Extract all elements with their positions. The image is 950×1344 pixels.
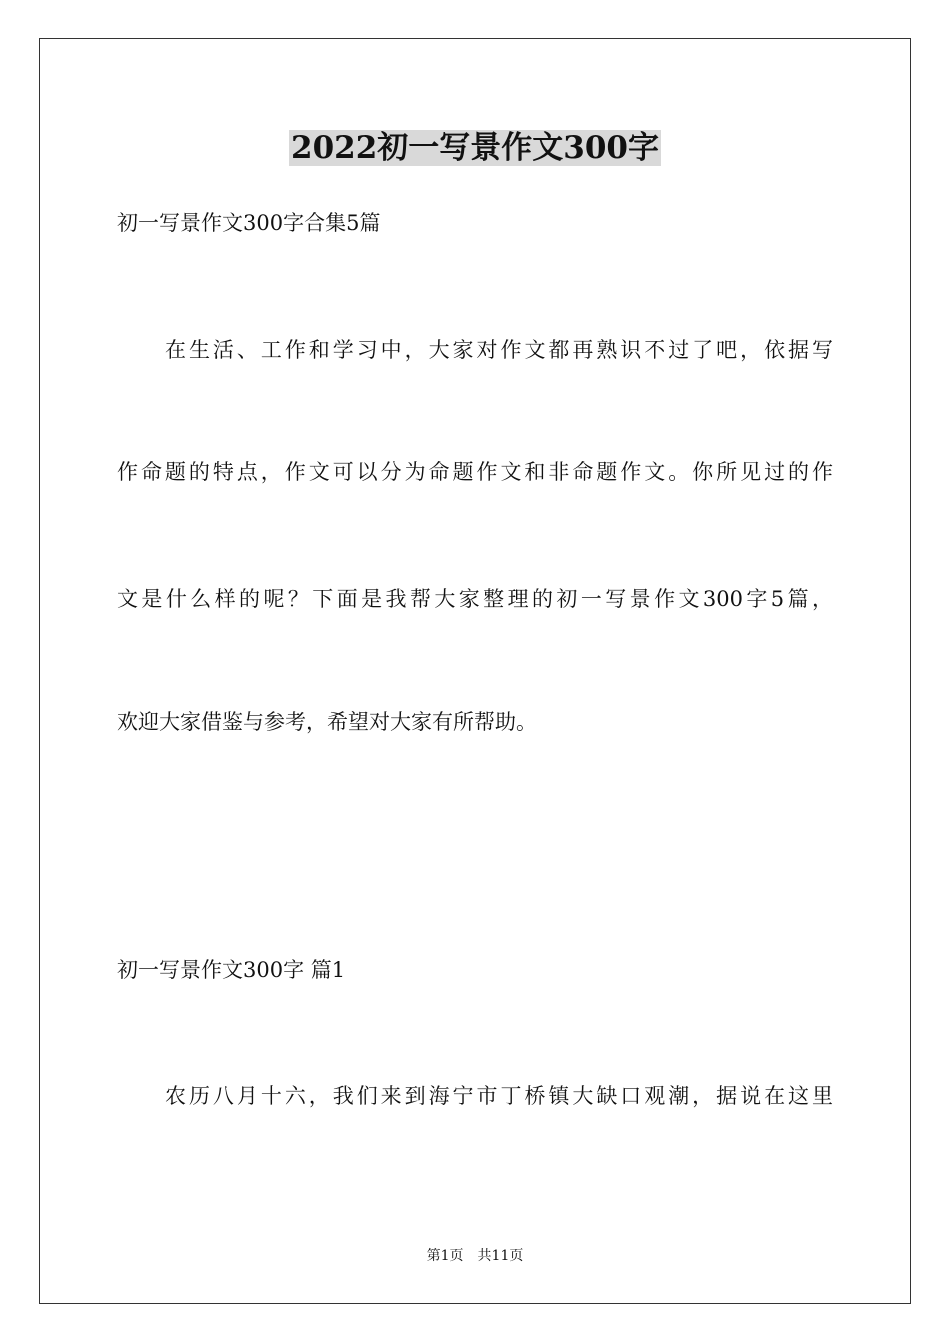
page-total: 共11页 [477,1248,524,1264]
document-title [0,128,950,168]
section-heading: 初一写景作文300字 篇1 [117,958,346,982]
document-subtitle: 初一写景作文300字合集5篇 [117,211,381,235]
intro-line-1: 在生活、工作和学习中，大家对作文都再熟识不过了吧，依据写 [165,338,833,362]
page-number: 第1页 [426,1248,464,1264]
section-line-1: 农历八月十六，我们来到海宁市丁桥镇大缺口观潮，据说在这里 [165,1084,833,1108]
document-title-text: 2022初一写景作文300字 [291,130,659,166]
page-footer [0,1247,950,1265]
intro-line-3: 文是什么样的呢？下面是我帮大家整理的初一写景作文300字5篇， [117,587,833,611]
intro-line-2: 作命题的特点，作文可以分为命题作文和非命题作文。你所见过的作 [117,460,833,484]
intro-line-4: 欢迎大家借鉴与参考，希望对大家有所帮助。 [117,710,537,734]
